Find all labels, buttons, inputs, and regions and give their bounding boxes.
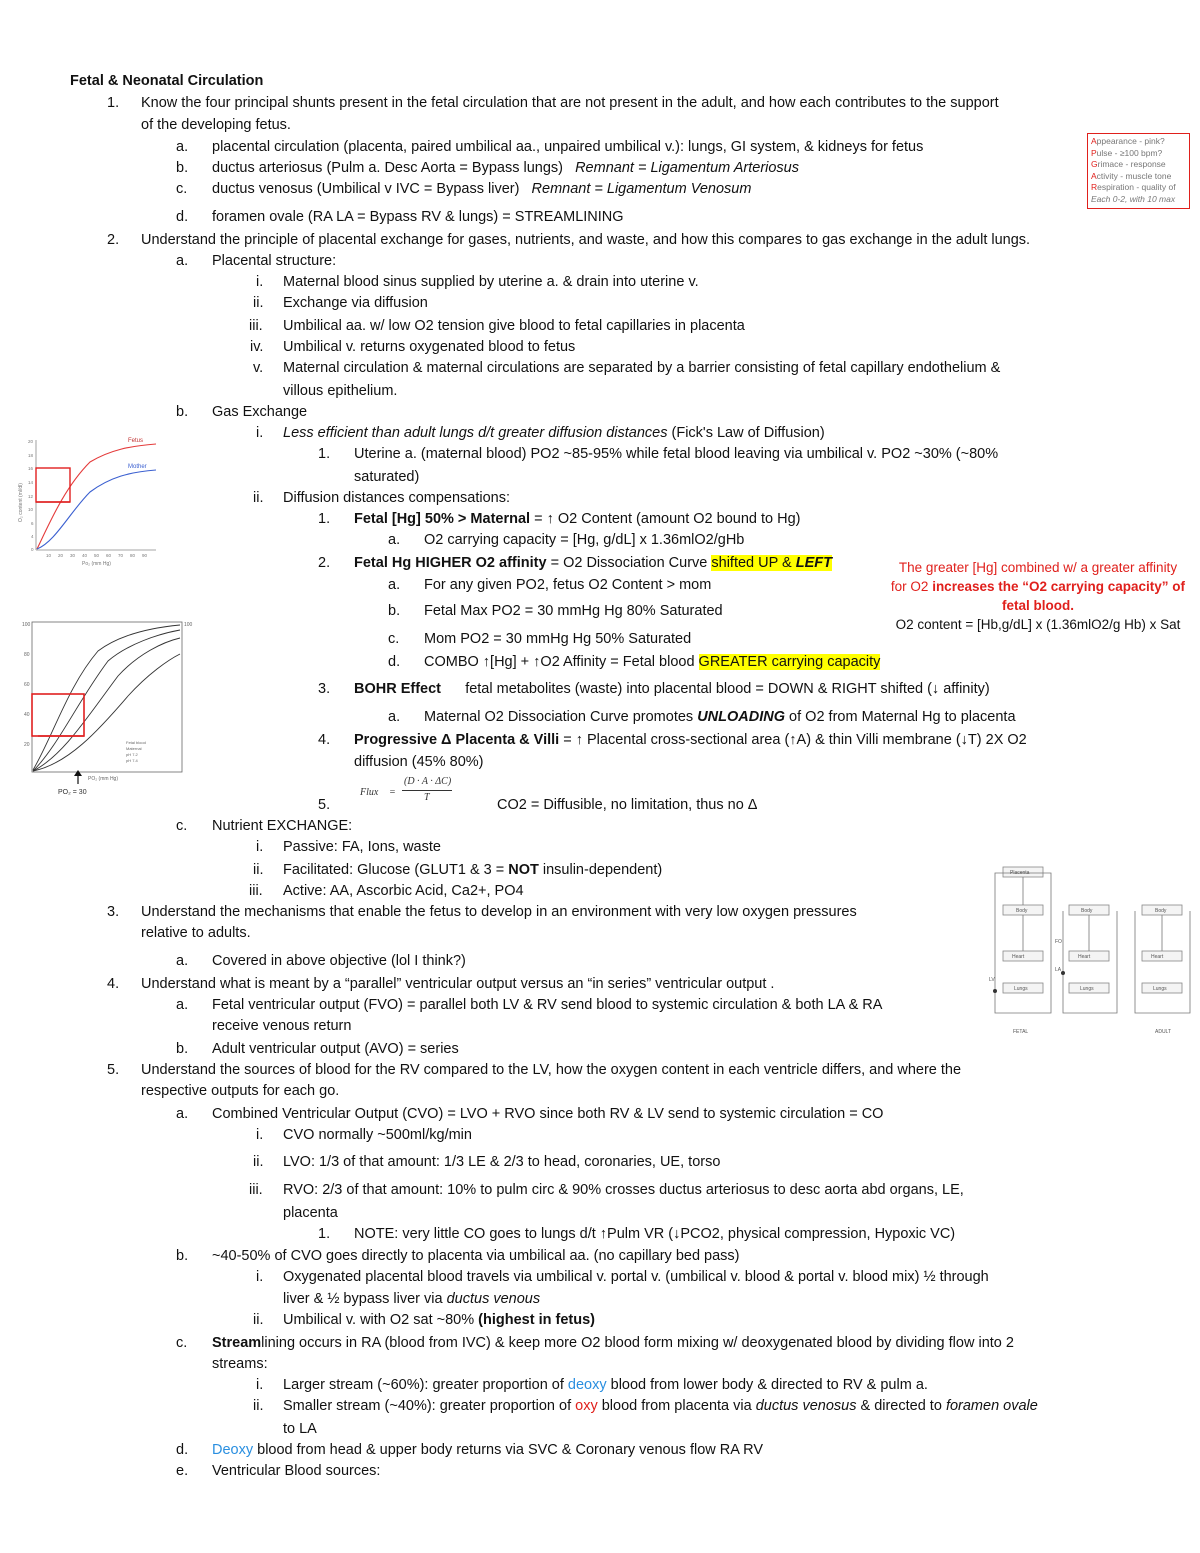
- svg-text:6: 6: [31, 521, 34, 526]
- svg-text:Body: Body: [1081, 908, 1093, 914]
- svg-text:100: 100: [22, 622, 31, 628]
- adult-label: ADULT: [1155, 1029, 1172, 1035]
- carrying-capacity-note: The greater [Hg] combined w/ a greater affinity for O2 increases the “O2 carrying capacity” of fetal blood. O2 content = [Hb,g/dL] x (1.36mlO2/g Hb) x Sat: [890, 560, 1186, 632]
- svg-text:Heart: Heart: [1078, 954, 1091, 960]
- svg-text:90: 90: [142, 553, 148, 558]
- obj5-a-i: CVO normally ~500ml/kg/min: [283, 1127, 472, 1143]
- page-title: Fetal & Neonatal Circulation: [70, 73, 264, 89]
- obj4-a-cont: receive venous return: [212, 1018, 352, 1034]
- obj5-b-i-cont: liver & ½ bypass liver via ductus venous: [283, 1291, 541, 1307]
- mother-curve: [37, 470, 156, 549]
- obj5-b-i: Oxygenated placental blood travels via umbilical v. portal v. (umbilical v. blood & portal v. blood mix) ½ through: [283, 1269, 989, 1285]
- fetus-label: Fetus: [128, 438, 144, 444]
- list-marker: b.: [388, 603, 401, 619]
- list-marker: i.: [256, 274, 264, 290]
- svg-text:pH 7.2: pH 7.2: [126, 752, 138, 757]
- svg-text:20: 20: [28, 439, 34, 444]
- obj2-b-i-1: Uterine a. (maternal blood) PO2 ~85-95% while fetal blood leaving via umbilical v. PO2 ~30% (~80%: [354, 446, 999, 462]
- obj2-c-i: Passive: FA, Ions, waste: [283, 839, 441, 855]
- list-marker: iv.: [250, 339, 264, 355]
- svg-text:80: 80: [24, 652, 30, 658]
- obj1-item-b: ductus arteriosus (Pulm a. Desc Aorta = Bypass lungs) Remnant = Ligamentum Arteriosus: [212, 160, 799, 176]
- obj4-number: 4.: [107, 976, 120, 992]
- list-marker: iii.: [249, 1182, 263, 1198]
- svg-text:Heart: Heart: [1151, 954, 1164, 960]
- comp-5: CO2 = Diffusible, no limitation, thus no Δ: [497, 797, 758, 813]
- list-marker: e.: [176, 1463, 189, 1479]
- svg-text:70: 70: [118, 553, 124, 558]
- list-marker: v.: [253, 360, 264, 376]
- comp-4: Progressive Δ Placenta & Villi = ↑ Placental cross-sectional area (↑A) & thin Villi membrane (↓T) 2X O2: [354, 732, 1027, 748]
- svg-text:40: 40: [24, 712, 30, 718]
- comp-3-a: Maternal O2 Dissociation Curve promotes UNLOADING of O2 from Maternal Hg to placenta: [424, 709, 1016, 725]
- list-marker: b.: [176, 404, 189, 420]
- comp-1: Fetal [Hg] 50% > Maternal = ↑ O2 Content (amount O2 bound to Hg): [354, 511, 801, 527]
- svg-text:Lungs: Lungs: [1080, 986, 1094, 992]
- svg-text:100: 100: [184, 622, 193, 628]
- list-marker: c.: [388, 631, 400, 647]
- obj1-item-a: placental circulation (placenta, paired umbilical aa., unpaired umbilical v.): lungs, GI system, & kidneys for fetus: [212, 139, 924, 155]
- obj4-b: Adult ventricular output (AVO) = series: [212, 1041, 459, 1057]
- list-marker: a.: [176, 997, 189, 1013]
- comp-2-a: For any given PO2, fetus O2 Content > mom: [424, 577, 712, 593]
- obj2-a-iv: Umbilical v. returns oxygenated blood to fetus: [283, 339, 576, 355]
- svg-text:14: 14: [28, 480, 34, 485]
- comp-1-a: O2 carrying capacity = [Hg, g/dL] x 1.36mlO2/gHb: [424, 532, 745, 548]
- obj2-a-label: Placental structure:: [212, 253, 337, 269]
- svg-text:60: 60: [106, 553, 112, 558]
- svg-text:Body: Body: [1155, 908, 1167, 914]
- obj3-number: 3.: [107, 904, 120, 920]
- fig1-highlight-box: [36, 468, 70, 502]
- svg-text:18: 18: [28, 453, 34, 458]
- fig2-po2-label: PO₂ = 30: [58, 789, 87, 796]
- svg-text:LV: LV: [989, 977, 995, 983]
- svg-text:40: 40: [82, 553, 88, 558]
- list-marker: a.: [176, 253, 189, 269]
- obj2-a-iii: Umbilical aa. w/ low O2 tension give blood to fetal capillaries in placenta: [283, 318, 745, 334]
- fig1-xlabel: Po₂ (mm Hg): [82, 561, 111, 567]
- svg-text:60: 60: [24, 682, 30, 688]
- list-marker: 3.: [318, 681, 331, 697]
- obj5-text: Understand the sources of blood for the RV compared to the LV, how the oxygen content in each ventricle differs, and where the: [141, 1062, 962, 1078]
- svg-text:20: 20: [58, 553, 64, 558]
- obj4-text: Understand what is meant by a “parallel” ventricular output versus an “in series” ventricular output .: [141, 976, 775, 992]
- obj1-text-cont: of the developing fetus.: [141, 117, 291, 133]
- circulation-diagram: [985, 863, 1198, 1035]
- svg-text:0: 0: [31, 547, 34, 552]
- list-marker: ii.: [253, 295, 264, 311]
- comp-2-c: Mom PO2 = 30 mmHg Hg 50% Saturated: [424, 631, 692, 647]
- list-marker: i.: [256, 839, 264, 855]
- obj3-a: Covered in above objective (lol I think?): [212, 953, 466, 969]
- list-marker: ii.: [253, 490, 264, 506]
- svg-text:Fetal blood: Fetal blood: [126, 740, 146, 745]
- obj2-c-label: Nutrient EXCHANGE:: [212, 818, 353, 834]
- fig2-highlight-box: [32, 694, 84, 736]
- list-marker: ii.: [253, 1398, 264, 1414]
- list-marker: i.: [256, 1269, 264, 1285]
- list-marker: 1.: [318, 1226, 331, 1242]
- obj5-text-cont: respective outputs for each go.: [141, 1083, 340, 1099]
- list-marker: c.: [176, 1335, 188, 1351]
- list-marker: c.: [176, 181, 188, 197]
- obj2-a-ii: Exchange via diffusion: [283, 295, 428, 311]
- obj5-a: Combined Ventricular Output (CVO) = LVO + RVO since both RV & LV send to systemic circulation = CO: [212, 1106, 884, 1122]
- list-marker: iii.: [249, 883, 263, 899]
- svg-text:80: 80: [130, 553, 136, 558]
- obj5-c: Streamlining occurs in RA (blood from IVC) & keep more O2 blood form mixing w/ deoxygenated blood by dividing flow into 2: [212, 1335, 1014, 1351]
- obj2-a-v: Maternal circulation & maternal circulations are separated by a barrier consisting of fetal capillary endothelium &: [283, 360, 1001, 376]
- obj2-b-i-1-cont: saturated): [354, 469, 420, 485]
- list-marker: i.: [256, 1377, 264, 1393]
- dissociation-curve-figure: [8, 616, 200, 798]
- list-marker: 2.: [318, 555, 331, 571]
- o2-content-figure: [10, 432, 162, 570]
- fig2-xlabel: PO₂ (mm Hg): [88, 776, 118, 782]
- svg-text:Lungs: Lungs: [1014, 986, 1028, 992]
- svg-text:pH 7.4: pH 7.4: [126, 758, 138, 763]
- obj5-c-i: Larger stream (~60%): greater proportion of deoxy blood from lower body & directed to RV & pulm a.: [283, 1377, 928, 1393]
- svg-text:LA: LA: [1055, 967, 1062, 973]
- list-marker: d.: [388, 654, 401, 670]
- fick-equation: Flux = (D · A · ΔC) T: [360, 776, 452, 803]
- list-marker: ii.: [253, 1312, 264, 1328]
- apgar-note-box: Appearance - pink? Pulse - ≥100 bpm? Grimace - response Activity - muscle tone Respiration - quality of Each 0-2, with 10 max: [1087, 133, 1190, 209]
- obj5-a-ii: LVO: 1/3 of that amount: 1/3 LE & 2/3 to head, coronaries, UE, torso: [283, 1154, 721, 1170]
- obj5-number: 5.: [107, 1062, 120, 1078]
- list-marker: b.: [176, 1248, 189, 1264]
- obj5-a-iii-cont: placenta: [283, 1205, 338, 1221]
- obj3-text-cont: relative to adults.: [141, 925, 251, 941]
- list-marker: c.: [176, 818, 188, 834]
- obj4-a: Fetal ventricular output (FVO) = parallel both LV & RV send blood to systemic circulation & both LA & RA: [212, 997, 883, 1013]
- list-marker: 1.: [318, 511, 331, 527]
- comp-2: Fetal Hg HIGHER O2 affinity = O2 Dissociation Curve shifted UP & LEFT: [354, 555, 832, 571]
- obj5-c-cont: streams:: [212, 1356, 268, 1372]
- list-marker: i.: [256, 425, 264, 441]
- obj2-text: Understand the principle of placental exchange for gases, nutrients, and waste, and how this compares to gas exchange in the adult lungs.: [141, 232, 1031, 248]
- svg-text:Maternal: Maternal: [126, 746, 142, 751]
- obj5-c-ii: Smaller stream (~40%): greater proportion of oxy blood from placenta via ductus venosus & directed to foramen ovale: [283, 1398, 1038, 1414]
- obj5-a-iii: RVO: 2/3 of that amount: 10% to pulm circ & 90% crosses ductus arteriosus to desc aorta abd organs, LE,: [283, 1182, 964, 1198]
- list-marker: a.: [176, 139, 189, 155]
- fetal-label: FETAL: [1013, 1029, 1029, 1035]
- mother-label: Mother: [128, 464, 147, 470]
- svg-text:10: 10: [46, 553, 52, 558]
- obj2-a-i: Maternal blood sinus supplied by uterine a. & drain into uterine v.: [283, 274, 699, 290]
- list-marker: d.: [176, 209, 189, 225]
- obj5-a-iii-1: NOTE: very little CO goes to lungs d/t ↑Pulm VR (↓PCO2, physical compression, Hypoxic VC): [354, 1226, 956, 1242]
- obj2-b-label: Gas Exchange: [212, 404, 308, 420]
- fetus-curve: [37, 444, 156, 549]
- obj5-b-ii: Umbilical v. with O2 sat ~80% (highest in fetus): [283, 1312, 595, 1328]
- svg-text:FO: FO: [1055, 939, 1062, 945]
- list-marker: 5.: [318, 797, 331, 813]
- obj2-c-ii: Facilitated: Glucose (GLUT1 & 3 = NOT insulin-dependent): [283, 862, 663, 878]
- body-label: Body: [1016, 908, 1028, 914]
- obj5-c-ii-cont: to LA: [283, 1421, 317, 1437]
- svg-text:4: 4: [31, 534, 34, 539]
- obj2-a-v-cont: villous epithelium.: [283, 383, 398, 399]
- obj5-b: ~40-50% of CVO goes directly to placenta via umbilical aa. (no capillary bed pass): [212, 1248, 740, 1264]
- comp-2-b: Fetal Max PO2 = 30 mmHg Hg 80% Saturated: [424, 603, 723, 619]
- obj5-e: Ventricular Blood sources:: [212, 1463, 381, 1479]
- comp-4-cont: diffusion (45% 80%): [354, 754, 484, 770]
- list-marker: iii.: [249, 318, 263, 334]
- list-marker: ii.: [253, 1154, 264, 1170]
- list-marker: 1.: [318, 446, 331, 462]
- svg-text:20: 20: [24, 742, 30, 748]
- svg-text:12: 12: [28, 494, 34, 499]
- svg-text:Heart: Heart: [1012, 954, 1025, 960]
- list-marker: a.: [388, 532, 401, 548]
- fig1-ylabel: O₂ content (ml/dl): [18, 483, 24, 522]
- obj2-c-iii: Active: AA, Ascorbic Acid, Ca2+, PO4: [283, 883, 524, 899]
- obj2-b-ii: Diffusion distances compensations:: [283, 490, 511, 506]
- svg-text:Lungs: Lungs: [1153, 986, 1167, 992]
- list-marker: a.: [388, 709, 401, 725]
- obj1-text: Know the four principal shunts present in the fetal circulation that are not present in the adult, and how each contributes to the support: [141, 95, 999, 111]
- svg-text:16: 16: [28, 466, 34, 471]
- placenta-label: Placenta: [1010, 870, 1030, 876]
- list-marker: b.: [176, 160, 189, 176]
- list-marker: a.: [176, 953, 189, 969]
- comp-2-d: COMBO ↑[Hg] + ↑O2 Affinity = Fetal blood GREATER carrying capacity: [424, 654, 881, 670]
- svg-text:50: 50: [94, 553, 100, 558]
- obj2-number: 2.: [107, 232, 120, 248]
- obj3-text: Understand the mechanisms that enable the fetus to develop in an environment with very low oxygen pressures: [141, 904, 857, 920]
- list-marker: 4.: [318, 732, 331, 748]
- list-marker: b.: [176, 1041, 189, 1057]
- comp-3: BOHR Effect fetal metabolites (waste) into placental blood = DOWN & RIGHT shifted (↓ affinity): [354, 681, 990, 697]
- svg-text:10: 10: [28, 507, 34, 512]
- list-marker: d.: [176, 1442, 189, 1458]
- svg-text:30: 30: [70, 553, 76, 558]
- obj1-item-d: foramen ovale (RA LA = Bypass RV & lungs) = STREAMLINING: [212, 209, 624, 225]
- list-marker: i.: [256, 1127, 264, 1143]
- obj5-d: Deoxy blood from head & upper body returns via SVC & Coronary venous flow RA RV: [212, 1442, 764, 1458]
- obj2-b-i: Less efficient than adult lungs d/t greater diffusion distances (Fick's Law of Diffusion): [283, 425, 825, 441]
- list-marker: ii.: [253, 862, 264, 878]
- list-marker: a.: [388, 577, 401, 593]
- obj1-number: 1.: [107, 95, 120, 111]
- list-marker: a.: [176, 1106, 189, 1122]
- obj1-item-c: ductus venosus (Umbilical v IVC = Bypass liver) Remnant = Ligamentum Venosum: [212, 181, 752, 197]
